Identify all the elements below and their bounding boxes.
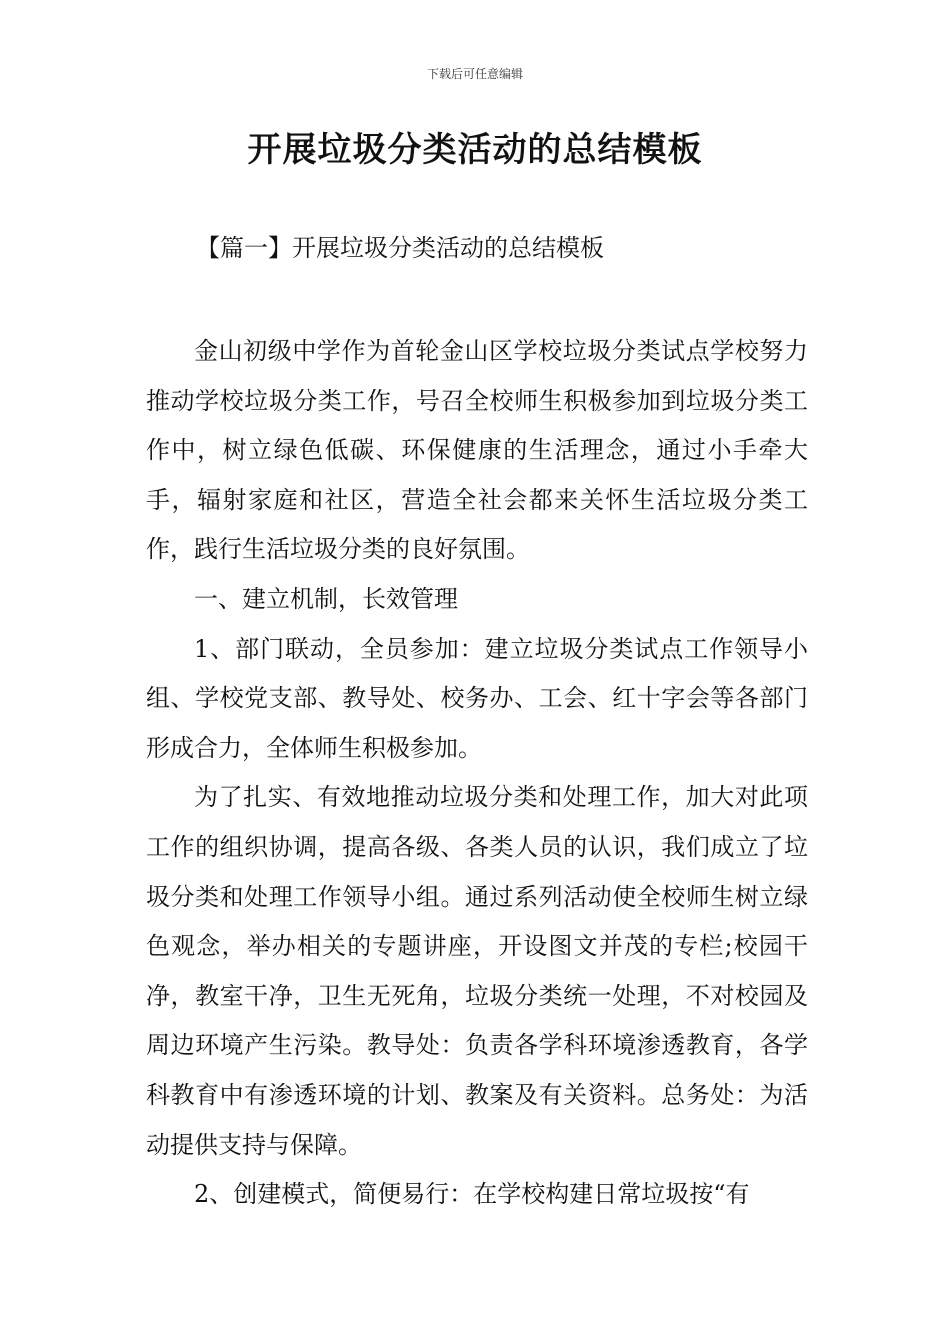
header-note: 下载后可任意编辑 [426,67,523,81]
section-heading: 【篇一】开展垃圾分类活动的总结模板 [196,234,604,262]
document-body [146,327,808,1220]
paragraph-leadership-group: 为了扎实、有效地推动垃圾分类和处理工作，加大对此项工作的组织协调，提高各级、各类人员的认识，我们成立了垃圾分类和处理工作领导小组。通过系列活动使全校师生树立绿色观念，举办相关的专题讲座，开设图文并茂的专栏;校园干净，教室干净，卫生无死角，垃圾分类统一处理，不对校园及周边环境产生污染。教导处：负责各学科环境渗透教育，各学科教育中有渗透环境的计划、教案及有关资料。总务处：为活动提供支持与保障。 [146,783,808,1159]
paragraph-heading-mechanism: 一、建立机制，长效管理 [194,584,458,613]
paragraph-create-mode: 2、创建模式，简便易行：在学校构建日常垃圾按“有 [194,1180,750,1209]
paragraph-department-linkage: 1、部门联动，全员参加：建立垃圾分类试点工作领导小组、学校党支部、教导处、校务办、工会、红十字会等各部门形成合力，全体师生积极参加。 [146,634,808,762]
paragraph-intro: 金山初级中学作为首轮金山区学校垃圾分类试点学校努力推动学校垃圾分类工作，号召全校师生积极参加到垃圾分类工作中，树立绿色低碳、环保健康的生活理念，通过小手牵大手，辐射家庭和社区，营造全社会都来关怀生活垃圾分类工作，践行生活垃圾分类的良好氛围。 [146,337,808,564]
document-title: 开展垃圾分类活动的总结模板 [247,130,703,170]
